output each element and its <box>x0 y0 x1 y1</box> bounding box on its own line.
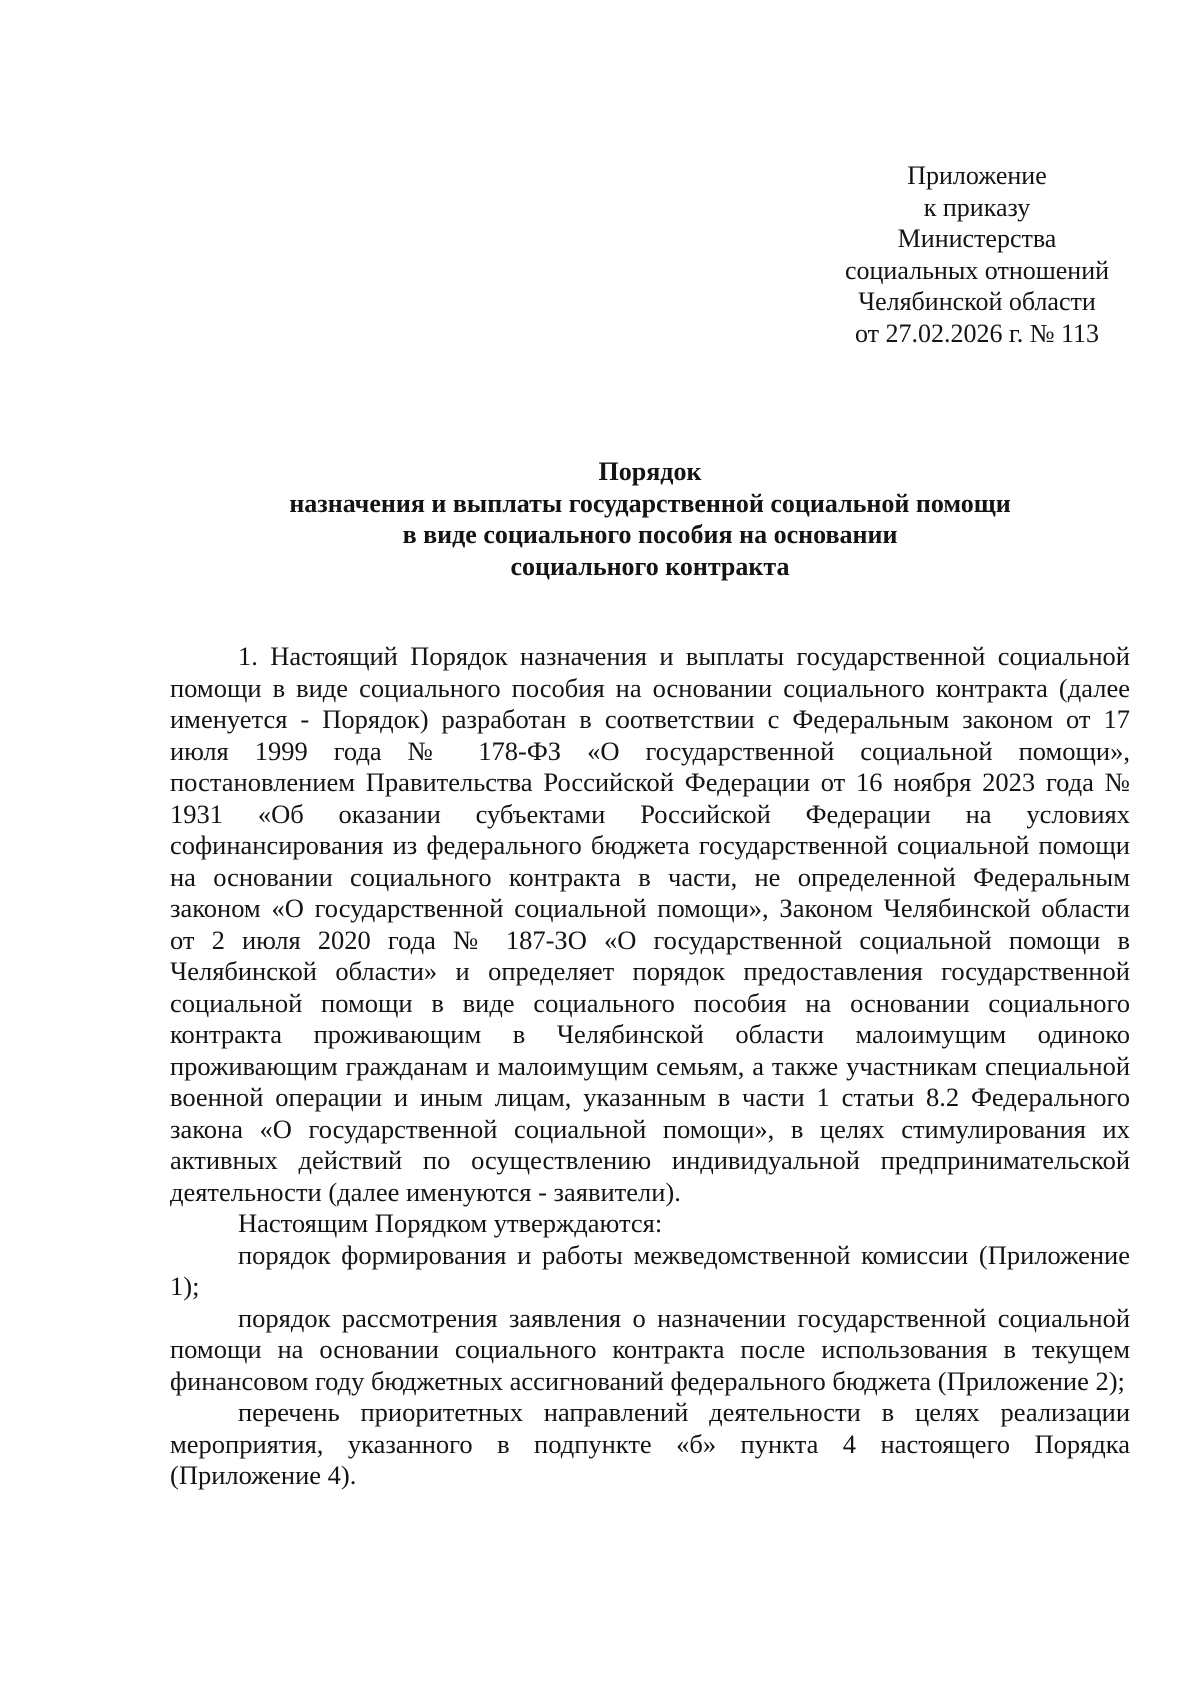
attachment-block <box>812 160 1142 349</box>
attachment-line: от 27.02.2026 г. № 113 <box>854 318 1100 348</box>
paragraph-3: порядок формирования и работы межведомственной комиссии (Приложение 1); <box>170 1239 1130 1301</box>
paragraph-2: Настоящим Порядком утверждаются: <box>238 1208 663 1238</box>
document-title <box>170 456 1130 582</box>
paragraph-1: 1. Настоящий Порядок назначения и выплаты государственной социальной помощи в виде социального пособия на основании социального контракта (далее именуется - Порядок) разработан в соответствии с Федеральным законом от 17 июля 1999 года № 178-ФЗ «О государственной социальной помощи», постановлением Правительства Российской Федерации от 16 ноября 2023 года № 1931 «Об оказании субъектами Российской Федерации на условиях софинансирования из федерального бюджета государственной социальной помощи на основании социального контракта в части, не определенной Федеральным законом «О государственной социальной помощи», Законом Челябинской области от 2 июля 2020 года № 187-ЗО «О государственной социальной помощи в Челябинской области» и определяет порядок предоставления государственной социальной помощи в виде социального пособия на основании социального контракта проживающим в Челябинской области малоимущим одиноко проживающим гражданам и малоимущим семьям, а также участникам специальной военной операции и иным лицам, указанным в части 1 статьи 8.2 Федерального закона «О государственной социальной помощи», в целях стимулирования их активных действий по осуществлению индивидуальной предпринимательской деятельности (далее именуются - заявители). <box>170 641 1130 1207</box>
document-body <box>170 641 1130 1492</box>
title-line: Порядок <box>598 457 702 486</box>
paragraph-4: порядок рассмотрения заявления о назначении государственной социальной помощи на основании социального контракта после использования в текущем финансовом году бюджетных ассигнований федерального бюджета (Приложение 2); <box>170 1302 1130 1396</box>
attachment-line: Министерства <box>897 224 1057 253</box>
title-line: в виде социального пособия на основании <box>402 520 898 549</box>
attachment-line: Челябинской области <box>858 287 1096 316</box>
attachment-line: Приложение <box>907 161 1047 190</box>
title-line: назначения и выплаты государственной социальной помощи <box>289 488 1011 518</box>
title-line: социального контракта <box>510 551 790 581</box>
paragraph-5: перечень приоритетных направлений деятельности в целях реализации мероприятия, указанного в подпункте «б» пункта 4 настоящего Порядка (Приложение 4). <box>170 1397 1130 1490</box>
attachment-line: к приказу <box>923 192 1031 222</box>
attachment-line: социальных отношений <box>844 255 1110 285</box>
